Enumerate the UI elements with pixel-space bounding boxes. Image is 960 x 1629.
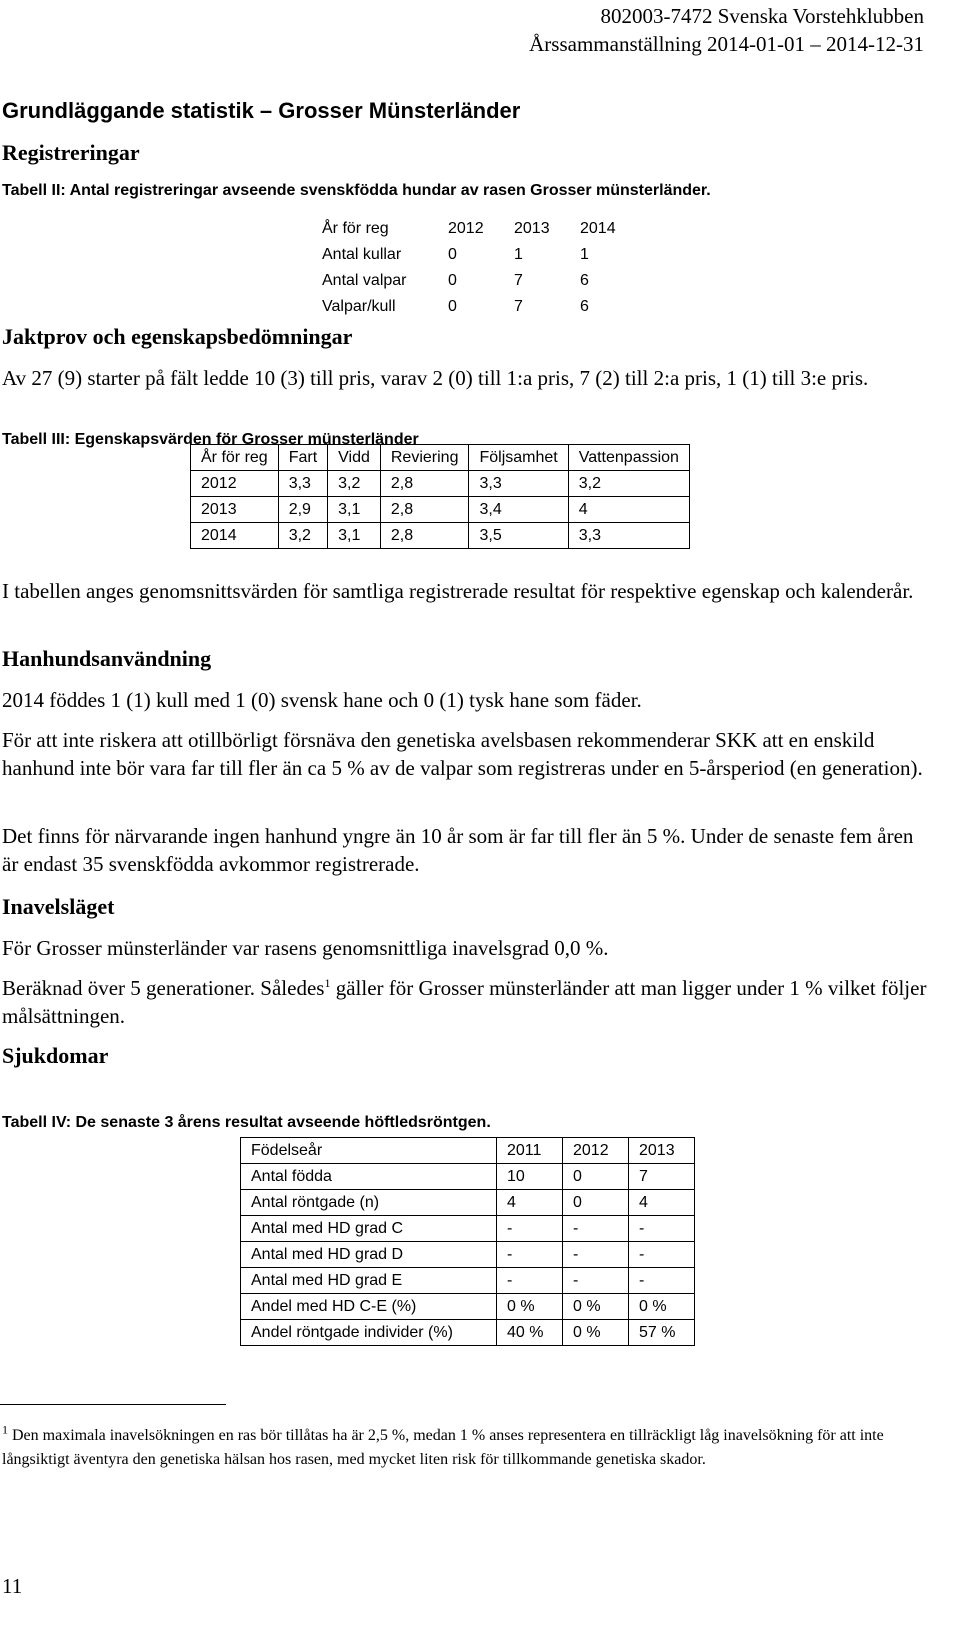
table-row <box>322 242 646 268</box>
table-cell: 0 <box>448 272 457 289</box>
caption-table-4: Tabell IV: De senaste 3 årens resultat avseende höftledsröntgen. <box>2 1114 491 1131</box>
table-cell: Antal röntgade (n) <box>241 1190 497 1216</box>
table-cell: 2013 <box>514 220 550 237</box>
table-cell: 3,2 <box>328 471 381 497</box>
table-cell: 7 <box>514 272 523 289</box>
table-cell: Följsamhet <box>469 445 568 471</box>
table-cell: 3,3 <box>278 471 327 497</box>
table-header-row <box>322 216 646 242</box>
paragraph-hanhund-1: 2014 föddes 1 (1) kull med 1 (0) svensk hane och 0 (1) tysk hane som fäder. <box>2 688 642 712</box>
table-cell: Födelseår <box>241 1138 497 1164</box>
paragraph-hanhund-2: För att inte riskera att otillbörligt försnäva den genetiska avelsbasen rekommenderar SKK att en enskild hanhund inte bör vara far till fler än ca 5 % av de valpar som registreras under en 5-årsperiod (en generation). <box>2 728 923 780</box>
table-row <box>191 523 690 549</box>
table-header-row <box>191 445 690 471</box>
paragraph-inavel-2: Beräknad över 5 generationer. Således$^1$ gäller för Grosser münsterländer att man ligger under 1 % vilket följer målsättningen. <box>2 976 927 1028</box>
table-cell: 3,5 <box>469 523 568 549</box>
table-cell: Vattenpassion <box>568 445 689 471</box>
table-cell: 0 % <box>563 1320 629 1346</box>
table-cell: 3,2 <box>278 523 327 549</box>
table-cell: 7 <box>514 298 523 315</box>
table-cell: 3,3 <box>568 523 689 549</box>
table-cell: - <box>629 1268 695 1294</box>
table-cell: År för reg <box>191 445 279 471</box>
footnote-marker: 1 <box>2 1422 8 1437</box>
table-cell: 4 <box>629 1190 695 1216</box>
paragraph-inavel-1: För Grosser münsterländer var rasens genomsnittliga inavelsgrad 0,0 %. <box>2 936 609 960</box>
page-number: 11 <box>2 1574 23 1598</box>
table-cell: 57 % <box>629 1320 695 1346</box>
table-row <box>191 497 690 523</box>
table-cell: Antal födda <box>241 1164 497 1190</box>
document-header-period: Årssammanställning 2014-01-01 – 2014-12-31 <box>529 32 924 56</box>
table-cell: 2,8 <box>380 471 469 497</box>
table-cell: 2014 <box>191 523 279 549</box>
table-cell: - <box>497 1216 563 1242</box>
table-cell: 3,4 <box>469 497 568 523</box>
footnote-separator <box>0 1404 226 1405</box>
table-cell: - <box>497 1268 563 1294</box>
footnote-reference[interactable]: 1 <box>324 976 331 990</box>
document-header-org: 802003-7472 Svenska Vorstehklubben <box>600 4 924 28</box>
table-registrations <box>322 216 646 320</box>
table-cell: Antal valpar <box>322 272 407 289</box>
table-cell: År för reg <box>322 220 389 237</box>
table-cell: - <box>563 1268 629 1294</box>
table-cell: 6 <box>580 298 589 315</box>
table-row <box>322 294 646 320</box>
heading-registreringar: Registreringar <box>2 140 140 165</box>
table-cell: 7 <box>629 1164 695 1190</box>
table-row <box>241 1320 695 1346</box>
table-row <box>191 471 690 497</box>
table-cell: Antal med HD grad E <box>241 1268 497 1294</box>
footnote: $^1$ Den maximala inavelsökningen en ras bör tillåtas ha är 2,5 %, medan 1 % anses representera en tillräckligt låg inavelsökning för att inte långsiktigt äventyra den genetiska hälsan hos rasen, med mycket liten risk för tillkommande genetiska skador. <box>2 1422 884 1468</box>
table-row <box>322 268 646 294</box>
table-cell: 4 <box>568 497 689 523</box>
table-cell: 1 <box>514 246 523 263</box>
table-cell: 2012 <box>448 220 484 237</box>
table-cell: 4 <box>497 1190 563 1216</box>
table-cell: Andel röntgade individer (%) <box>241 1320 497 1346</box>
paragraph-table-note: I tabellen anges genomsnittsvärden för samtliga registrerade resultat för respektive egenskap och kalenderår. <box>2 579 914 603</box>
table-cell: Antal med HD grad C <box>241 1216 497 1242</box>
heading-jaktprov: Jaktprov och egenskapsbedömningar <box>2 324 353 349</box>
table-row <box>241 1268 695 1294</box>
table-cell: 3,3 <box>469 471 568 497</box>
table-cell: 1 <box>580 246 589 263</box>
caption-table-3: Tabell III: Egenskapsvärden för Grosser münsterländer <box>2 431 419 448</box>
table-hd-results <box>240 1137 695 1346</box>
table-row <box>241 1294 695 1320</box>
table-cell: 2013 <box>191 497 279 523</box>
table-cell: 2012 <box>563 1138 629 1164</box>
table-cell: 0 % <box>563 1294 629 1320</box>
table-header-row <box>241 1138 695 1164</box>
table-cell: 0 <box>563 1164 629 1190</box>
table-cell: 0 <box>563 1190 629 1216</box>
table-cell: 3,2 <box>568 471 689 497</box>
table-cell: - <box>629 1242 695 1268</box>
table-traits <box>190 444 690 549</box>
table-cell: Andel med HD C-E (%) <box>241 1294 497 1320</box>
table-cell: Reviering <box>380 445 469 471</box>
table-cell: - <box>563 1216 629 1242</box>
table-cell: 0 <box>448 246 457 263</box>
table-cell: Fart <box>278 445 327 471</box>
table-cell: 2,9 <box>278 497 327 523</box>
table-row <box>241 1242 695 1268</box>
page-title: Grundläggande statistik – Grosser Münsterländer <box>2 98 521 123</box>
table-row <box>241 1190 695 1216</box>
paragraph-jaktprov: Av 27 (9) starter på fält ledde 10 (3) till pris, varav 2 (0) till 1:a pris, 7 (2) till 2:a pris, 1 (1) till 3:e pris. <box>2 366 869 390</box>
heading-inavel: Inavelsläget <box>2 894 115 919</box>
table-row <box>241 1164 695 1190</box>
paragraph-hanhund-3: Det finns för närvarande ingen hanhund yngre än 10 år som är far till fler än 5 %. Under de senaste fem åren är endast 35 svenskfödda avkommor registrerade. <box>2 824 914 876</box>
table-cell: 2,8 <box>380 497 469 523</box>
table-cell: 10 <box>497 1164 563 1190</box>
table-cell: Antal med HD grad D <box>241 1242 497 1268</box>
caption-table-2: Tabell II: Antal registreringar avseende svenskfödda hundar av rasen Grosser münsterländer. <box>2 182 711 199</box>
table-cell: Antal kullar <box>322 246 402 263</box>
table-cell: Vidd <box>328 445 381 471</box>
table-cell: 3,1 <box>328 523 381 549</box>
table-cell: 40 % <box>497 1320 563 1346</box>
table-cell: 2013 <box>629 1138 695 1164</box>
table-cell: - <box>563 1242 629 1268</box>
table-cell: 2,8 <box>380 523 469 549</box>
table-cell: 2012 <box>191 471 279 497</box>
table-cell: 2014 <box>580 220 616 237</box>
table-row <box>241 1216 695 1242</box>
table-cell: Valpar/kull <box>322 298 396 315</box>
table-cell: 6 <box>580 272 589 289</box>
table-cell: - <box>497 1242 563 1268</box>
table-cell: 0 <box>448 298 457 315</box>
table-cell: 2011 <box>497 1138 563 1164</box>
table-cell: 0 % <box>629 1294 695 1320</box>
table-cell: - <box>629 1216 695 1242</box>
heading-sjukdomar: Sjukdomar <box>2 1043 109 1068</box>
table-cell: 3,1 <box>328 497 381 523</box>
heading-hanhund: Hanhundsanvändning <box>2 646 212 671</box>
table-cell: 0 % <box>497 1294 563 1320</box>
